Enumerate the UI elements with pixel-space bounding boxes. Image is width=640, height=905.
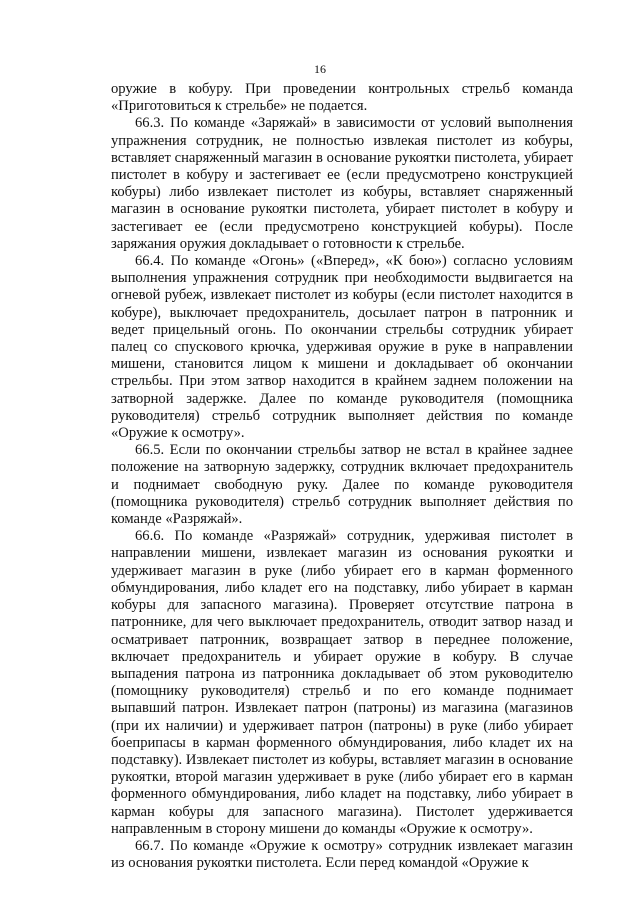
paragraph-66-7: 66.7. По команде «Оружие к осмотру» сотрудник извлекает магазин из основания рукоятки пистолета. Если перед командой «Оружие к	[111, 837, 573, 872]
paragraph-66-5: 66.5. Если по окончании стрельбы затвор не встал в крайнее заднее положение на затворную задержку, сотрудник включает предохранитель и поднимает свободную руку. Далее по команде руководителя (помощника руководителя) стрельб сотрудник выполняет действия по команде «Разряжай».	[111, 442, 573, 528]
paragraph-66-3: 66.3. По команде «Заряжай» в зависимости от условий выполнения упражнения сотрудник, не полностью извлекая пистолет из кобуры, вставляет снаряженный магазин в основание рукоятки пистолета, убирает пистолет в кобуру и застегивает ее (если предусмотрено конструкцией кобуры) либо извлекает пистолет из кобуры, вставляет снаряженный магазин в основание рукоятки пистолета, убирает пистолет в кобуру и застегивает ее (если предусмотрено конструкцией кобуры). После заряжания оружия докладывает о готовности к стрельбе.	[111, 115, 573, 252]
paragraph-66-6: 66.6. По команде «Разряжай» сотрудник, удерживая пистолет в направлении мишени, извлекает магазин из основания рукоятки и удерживает магазин в руке (либо убирает его в карман форменного обмундирования, либо кладет его на подставку, либо убирает в карман кобуры для запасного магазина). Проверяет отсутствие патрона в патроннике, для чего выключает предохранитель, отводит затвор назад и осматривает патронник, возвращает затвор в переднее положение, включает предохранитель и убирает оружие в кобуру. В случае выпадения патрона из патронника докладывает об этом руководителю (помощнику руководителя) стрельб и по его команде поднимает выпавший патрон. Извлекает патрон (патроны) из магазина (магазинов (при их наличии) и удерживает патрон (патроны) в руке (либо убирает боеприпасы в карман форменного обмундирования, либо кладет их на подставку). Извлекает пистолет из кобуры, вставляет магазин в основание рукоятки, второй магазин удерживает в руке (либо убирает его в карман форменного обмундирования, либо кладет на подставку, либо убирает в карман кобуры для запасного магазина). Пистолет удерживается направленным в сторону мишени до команды «Оружие к осмотру».	[111, 528, 573, 837]
document-body	[111, 81, 573, 872]
paragraph-continuation: оружие в кобуру. При проведении контрольных стрельб команда «Приготовиться к стрельбе» не подается.	[111, 81, 573, 115]
paragraph-66-4: 66.4. По команде «Огонь» («Вперед», «К бою») согласно условиям выполнения упражнения сотрудник при необходимости выдвигается на огневой рубеж, извлекает пистолет из кобуры (если пистолет находится в кобуре), выключает предохранитель, досылает патрон в патронник и ведет прицельный огонь. По окончании стрельбы сотрудник убирает палец со спускового крючка, удерживая оружие в руке в направлении мишени, становится лицом к мишени и докладывает об окончании стрельбы. При этом затвор находится в крайнем заднем положении на затворной задержке. Далее по команде руководителя (помощника руководителя) стрельб сотрудник выполняет действия по команде «Оружие к осмотру».	[111, 253, 573, 442]
page-number: 16	[314, 62, 326, 76]
